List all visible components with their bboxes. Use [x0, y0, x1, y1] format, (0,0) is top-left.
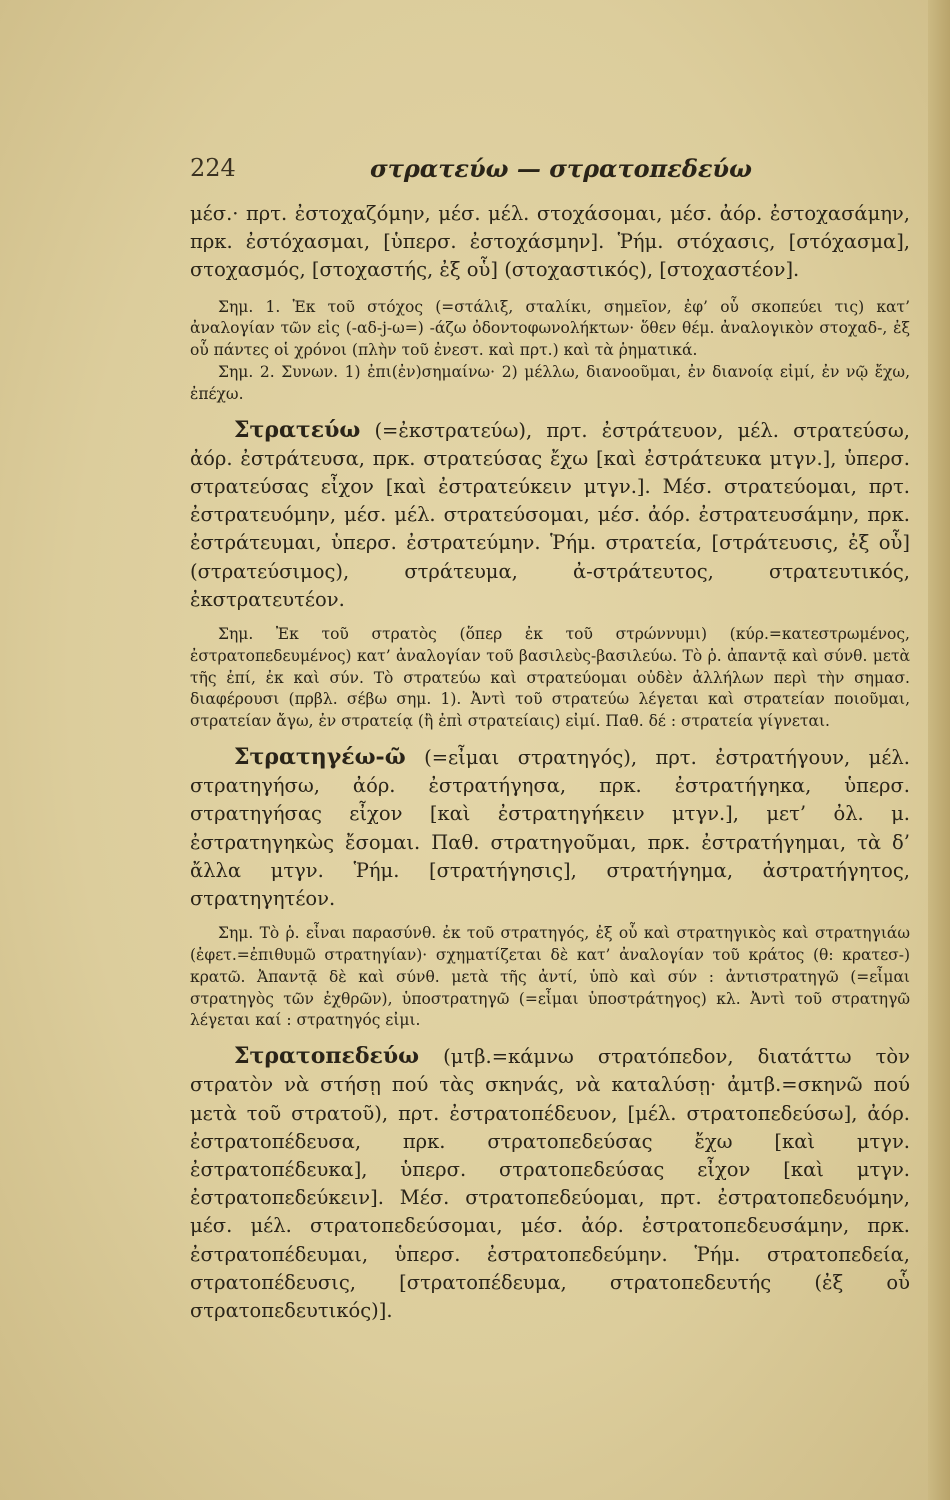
entry-text: (μτβ.=κάμνω στρατόπεδον, διατάττω τὸν στρατὸν νὰ στήσῃ πού τὰς σκηνάς, νὰ καταλύσῃ· ἀμτβ.=σκηνῶ πού μετὰ τοῦ στρατοῦ), πρτ. ἐστρατοπέδευον, [μέλ. στρατοπεδεύσω], ἀόρ. ἐστρατοπέδευσα, πρκ. στρατοπεδεύσας ἔχω [καὶ μτγν. ἐστρατοπέδευκα], ὑπερσ. στρατοπεδεύσας εἶχον [καὶ μτγν. ἐστρατοπεδεύκειν]. Μέσ. στρατοπεδεύομαι, πρτ. ἐστρατοπεδευόμην, μέσ. μέλ. στρατοπεδεύσομαι, μέσ. ἀόρ. ἐστρατοπεδευσάμην, πρκ. ἐστρατοπέδευμαι, ὑπερσ. ἐστρατοπεδεύμην. Ῥήμ. στρατοπεδεία, στρατοπέδευσις, [στρατοπέδευμα, στρατοπεδευτής (ἐξ οὗ στρατοπεδευτικός)].	[190, 1045, 910, 1323]
entry-text: (=εἶμαι στρατηγός), πρτ. ἐστρατήγουν, μέλ. στρατηγήσω, ἀόρ. ἐστρατήγησα, πρκ. ἐστρατήγηκα, ὑπερσ. στρατηγήσας εἶχον [καὶ ἐστρατηγήκειν μτγν.], μετ’ ὀλ. μ. ἐστρατηγηκὼς ἔσομαι. Παθ. στρατηγοῦμαι, πρκ. ἐστρατήγημαι, τὰ δ’ ἄλλα μτγν. Ῥήμ. [στρατήγησις], στρατήγημα, ἀστρατήγητος, στρατηγητέον.	[190, 746, 910, 911]
page-number: 224	[190, 154, 236, 182]
entry-lemma: Στρατοπεδεύω	[234, 1043, 420, 1070]
entry-continuation: μέσ.· πρτ. ἐστοχαζόμην, μέσ. μέλ. στοχάσομαι, μέσ. ἀόρ. ἐστοχασάμην, πρκ. ἐστόχασμαι, [ὑπερσ. ἐστοχάσμην]. Ῥήμ. στόχασις, [στόχασμα], στοχασμός, [στοχαστής, ἐξ οὗ] (στοχαστικός), [στοχαστέον].	[190, 202, 910, 282]
dictionary-entry	[190, 1042, 910, 1325]
page-header	[190, 150, 910, 186]
note-paragraph: Σημ. Ἐκ τοῦ στρατὸς (ὅπερ ἐκ τοῦ στρώννυμι) (κύρ.=κατεστρωμένος, ἐστρατοπεδευμένος) κατ’ ἀναλογίαν τοῦ βασιλεὺς-βασιλεύω. Τὸ ῥ. ἀπαντᾷ καὶ σύνθ. μετὰ τῆς ἐπί, ἐκ καὶ σύν. Τὸ στρατεύω καὶ στρατεύομαι οὐδὲν ἀλλήλων περὶ τὴν σημασ. διαφέρουσι (πρβλ. σέβω σημ. 1). Ἀντὶ τοῦ στρατεύω λέγεται καὶ στρατείαν ποιοῦμαι, στρατείαν ἄγω, ἐν στρατείᾳ (ἢ ἐπὶ στρατείαις) εἰμί. Παθ. δέ : στρατεία γίγνεται.	[190, 625, 910, 731]
running-head: στρατεύω — στρατοπεδεύω	[370, 154, 752, 183]
dictionary-body	[190, 200, 910, 1325]
dictionary-entry	[190, 743, 910, 913]
note-paragraph: Σημ. 1. Ἐκ τοῦ στόχος (=στάλιξ, σταλίκι, σημεῖον, ἐφ’ οὗ σκοπεύει τις) κατ’ ἀναλογίαν τῶν εἰς (-αδ-j-ω=) -άζω ὀδοντοφωνολήκτων· ὅθεν θέμ. ἀναλογικὸν στοχαδ-, ἐξ οὗ πάντες οἱ χρόνοι (πλὴν τοῦ ἐνεστ. καὶ πρτ.) καὶ τὰ ῥηματικά.	[190, 297, 910, 360]
dictionary-entry	[190, 416, 910, 614]
note-paragraph: Σημ. 2. Συνων. 1) ἐπι(ἐν)σημαίνω· 2) μέλλω, διανοοῦμαι, ἐν διανοίᾳ εἰμί, ἐν νῷ ἔχω, ἐπέχω.	[190, 363, 910, 403]
entry-lemma: Στρατηγέω-ῶ	[234, 744, 406, 770]
page-edge	[928, 0, 950, 1500]
entry-lemma: Στρατεύω	[234, 416, 361, 443]
entry-text: (=ἐκστρατεύω), πρτ. ἐστράτευον, μέλ. στρατεύσω, ἀόρ. ἐστράτευσα, πρκ. στρατεύσας ἔχω [καὶ ἐστράτευκα μτγν.], ὑπερσ. στρατεύσας εἶχον [καὶ ἐστρατεύκειν μτγν.]. Μέσ. στρατεύομαι, πρτ. ἐστρατευόμην, μέσ. μέλ. στρατεύσομαι, μέσ. ἀόρ. ἐστρατευσάμην, πρκ. ἐστράτευμαι, ὑπερσ. ἐστρατεύμην. Ῥήμ. στρατεία, [στράτευσις, ἐξ οὗ] (στρατεύσιμος), στράτευμα, ἀ-στράτευτος, στρατευτικός, ἐκστρατευτέον.	[190, 418, 910, 611]
note-paragraph: Σημ. Τὸ ῥ. εἶναι παρασύνθ. ἐκ τοῦ στρατηγός, ἐξ οὗ καὶ στρατηγικὸς καὶ στρατηγιάω (ἐφετ.=ἐπιθυμῶ στρατηγίαν)· σχηματίζεται δὲ κατ’ ἀναλογίαν τοῦ κράτος (θ: κρατεσ-) κρατῶ. Ἀπαντᾷ δὲ καὶ σύνθ. μετὰ τῆς ἀντί, ὑπὸ καὶ σύν : ἀντιστρατηγῶ (=εἶμαι στρατηγὸς τῶν ἐχθρῶν), ὑποστρατηγῶ (=εἶμαι ὑποστράτηγος) κλ. Ἀντὶ τοῦ στρατηγῶ λέγεται καί : στρατηγός εἰμι.	[190, 924, 910, 1030]
